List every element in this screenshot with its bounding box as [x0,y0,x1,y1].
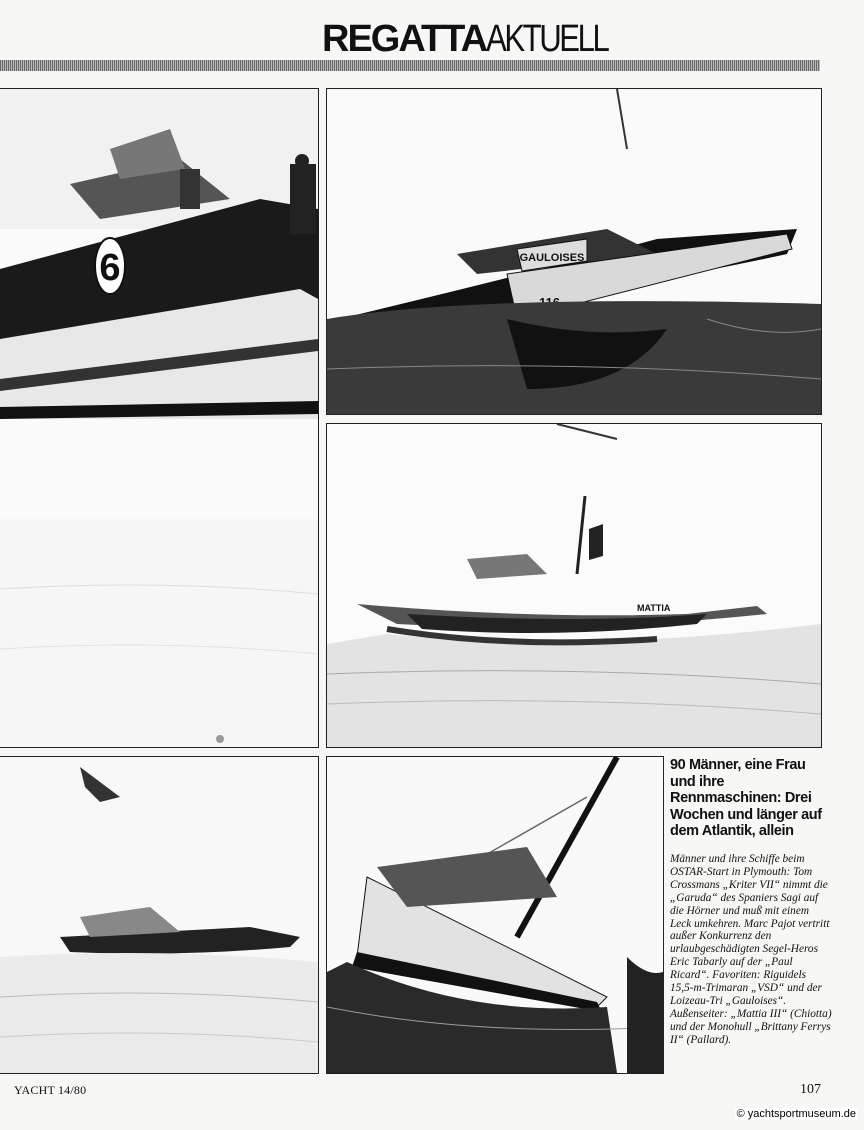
photo-heeling-yacht [326,756,664,1074]
masthead-bold: REGATTA [322,18,487,60]
header-rule [0,60,820,71]
race-number: 6 [99,247,121,289]
masthead-thin: AKTUELL [486,18,608,60]
footer-page-number: 107 [800,1082,821,1097]
footer-issue: YACHT 14/80 [14,1083,87,1097]
article-headline: 90 Männer, eine Frau und ihre Rennmaschinen: Drei Wochen und länger auf dem Atlantik, allein [670,757,822,839]
masthead [322,18,634,58]
hull-name-gauloises: GAULOISES [519,252,585,264]
photo-trimaran-gauloises [326,88,822,415]
photo-boat-six [0,88,319,748]
article-caption: Männer und ihre Schiffe beim OSTAR-Start in Plymouth: Tom Crossmans „Kriter VII“ nimmt die „Garuda“ des Spaniers Sagi auf die Hörner und muß mit einem Leck umkehren. Marc Pajot vertritt außer Konkurrenz den urlaubgeschädigten Segel-Heros Eric Tabarly auf der „Paul Ricard“. Favoriten: Riguidels 15,5-m-Trimaran „VSD“ und der Loizeau-Tri „Gauloises“. Außenseiter: „Mattia III“ (Chiotta) und der Monohull „Brittany Ferrys II“ (Pallard). [670,853,832,1046]
photo-distant-sailboat [0,756,319,1074]
hull-name-mattia: MATTIA [637,603,671,613]
watermark: © yachtsportmuseum.de [736,1108,856,1120]
photo-mattia [326,423,822,748]
